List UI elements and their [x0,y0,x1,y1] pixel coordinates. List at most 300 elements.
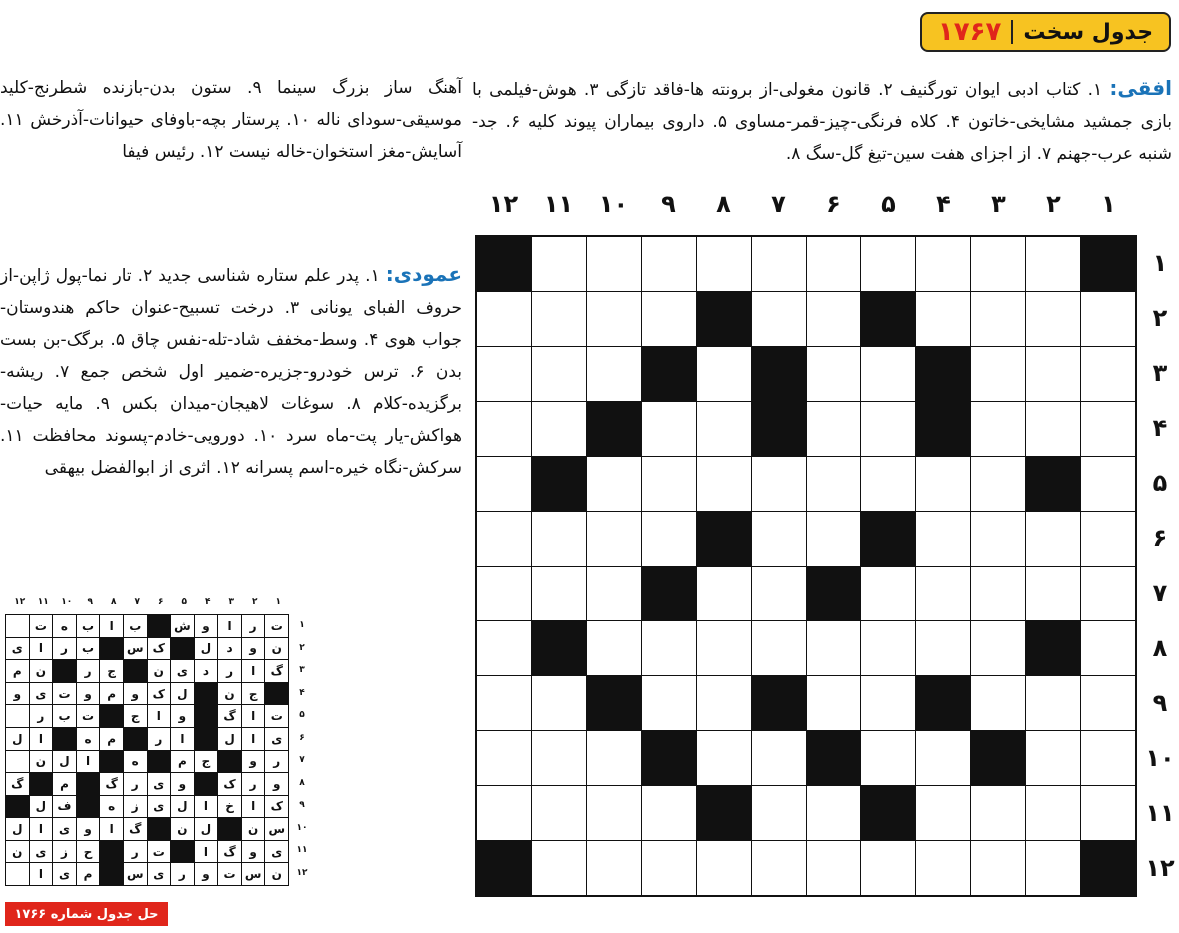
solution-letter-cell [6,751,29,773]
solution-row-number: ۱۱ [296,845,308,855]
solution-letter-cell: ا [100,818,123,840]
empty-cell[interactable] [477,512,531,566]
solution-letter-cell: ب [124,615,147,637]
empty-cell[interactable] [587,621,641,675]
solution-letter-cell: و [242,751,265,773]
across-clues-continued [0,72,462,168]
solution-letter-cell: ر [124,841,147,863]
solution-letter-cell: ر [218,660,241,682]
empty-cell[interactable] [477,457,531,511]
empty-cell[interactable] [807,347,861,401]
solution-black-cell [195,728,218,750]
solution-letter-cell: س [124,638,147,660]
black-cell [1081,841,1135,895]
solution-letter-cell: م [77,863,100,885]
solution-letter-cell: ه [53,615,76,637]
empty-cell[interactable] [752,457,806,511]
crossword-grid[interactable] [475,235,1137,897]
solution-letter-cell: ی [265,728,288,750]
empty-cell[interactable] [587,237,641,291]
empty-cell[interactable] [971,786,1025,840]
solution-letter-cell: و [171,705,194,727]
empty-cell[interactable] [1081,402,1135,456]
solution-letter-cell: م [100,728,123,750]
empty-cell[interactable] [642,841,696,895]
column-number: ۸ [716,190,731,218]
across-heading: افقی: [1109,76,1172,100]
empty-cell[interactable] [697,237,751,291]
solution-letter-cell: ی [6,638,29,660]
empty-cell[interactable] [1081,457,1135,511]
empty-cell[interactable] [752,786,806,840]
solution-letter-cell: ل [218,728,241,750]
across-clues [472,72,1172,170]
empty-cell[interactable] [477,347,531,401]
empty-cell[interactable] [916,621,970,675]
solution-letter-cell: ت [265,615,288,637]
empty-cell[interactable] [697,347,751,401]
empty-cell[interactable] [971,621,1025,675]
solution-letter-cell: ل [171,796,194,818]
empty-cell[interactable] [807,457,861,511]
black-cell [807,567,861,621]
solution-letter-cell: ش [171,615,194,637]
solution-black-cell [195,773,218,795]
solution-letter-cell: گ [265,660,288,682]
solution-letter-cell: ی [265,841,288,863]
down-text: ۱. پدر علم ستاره شناسی جدید ۲. تار نما-پول ژاپن-از حروف الفبای یونانی ۳. درخت تسبیح-عنوان حاکم هندوستان-جواب هوی ۴. وسط-مخفف شاد-تله-نفس چاق ۵. برگک-بن بست بدن ۶. ترس خودرو-جزیره-ضمیر اول شخص جمع ۷. ریشه-برگزیده-کلام ۸. سوغات لاهیجان-میدان بکس ۹. مایه حیات-هواکش-یار پت-ماه سرد ۱۰. دورویی-خادم-پسوند محافظت ۱۱. سرکش-نگاه خیره-اسم پسرانه ۱۲. اثری از ابوالفضل بیهقی [0,266,462,478]
empty-cell[interactable] [861,347,915,401]
solution-column-number: ۵ [181,597,187,607]
empty-cell[interactable] [1081,347,1135,401]
solution-letter-cell: د [195,660,218,682]
empty-cell[interactable] [477,567,531,621]
solution-black-cell [195,705,218,727]
solution-letter-cell: ل [30,796,53,818]
empty-cell[interactable] [477,731,531,785]
empty-cell[interactable] [532,676,586,730]
solution-letter-cell: ر [53,638,76,660]
solution-column-number: ۸ [111,597,117,607]
solution-letter-cell: س [265,818,288,840]
solution-column-number: ۱۰ [61,597,73,607]
solution-letter-cell: ج [124,705,147,727]
solution-letter-cell: ی [30,683,53,705]
solution-letter-cell: ی [148,796,171,818]
solution-row-number: ۲ [299,642,305,653]
empty-cell[interactable] [532,512,586,566]
solution-grid [5,614,289,886]
solution-letter-cell: ا [30,728,53,750]
solution-letter-cell: ک [265,796,288,818]
solution-black-cell [53,660,76,682]
empty-cell[interactable] [587,841,641,895]
empty-cell[interactable] [916,786,970,840]
empty-cell[interactable] [697,841,751,895]
grid-column-numbers [476,190,1136,230]
solution-black-cell [100,841,123,863]
empty-cell[interactable] [642,237,696,291]
empty-cell[interactable] [1026,786,1080,840]
empty-cell[interactable] [532,237,586,291]
solution-label: حل جدول شماره ۱۷۶۶ [5,902,168,926]
empty-cell[interactable] [1026,347,1080,401]
solution-letter-cell: ا [148,705,171,727]
across-text-continued: آهنگ ساز بزرگ سینما ۹. ستون بدن-بازنده شطرنج-کلید موسیقی-سودای ناله ۱۰. پرستار بچه-باوفای حیوانات-آذرخش ۱۱. آسایش-مغز استخوان-خاله نیست ۱۲. رئیس فیفا [0,78,462,162]
solution-letter-cell: م [6,660,29,682]
black-cell [697,512,751,566]
black-cell [916,676,970,730]
solution-letter-cell: ا [195,841,218,863]
empty-cell[interactable] [752,567,806,621]
solution-letter-cell: ن [30,751,53,773]
empty-cell[interactable] [971,457,1025,511]
solution-letter-cell: ه [124,751,147,773]
empty-cell[interactable] [971,567,1025,621]
solution-letter-cell: ز [124,796,147,818]
solution-black-cell [100,705,123,727]
solution-black-cell [6,796,29,818]
solution-letter-cell: ا [77,751,100,773]
black-cell [532,621,586,675]
empty-cell[interactable] [971,676,1025,730]
empty-cell[interactable] [1026,512,1080,566]
solution-letter-cell [6,863,29,885]
solution-letter-cell: ت [265,705,288,727]
empty-cell[interactable] [1026,841,1080,895]
solution-letter-cell: ا [171,728,194,750]
empty-cell[interactable] [642,292,696,346]
black-cell [916,402,970,456]
column-number: ۴ [936,190,951,218]
empty-cell[interactable] [971,347,1025,401]
solution-letter-cell: م [53,773,76,795]
empty-cell[interactable] [807,237,861,291]
column-number: ۵ [881,190,896,218]
empty-cell[interactable] [1026,567,1080,621]
down-heading: عمودی: [385,262,462,286]
solution-letter-cell: ر [30,705,53,727]
solution-black-cell [265,683,288,705]
solution-column-number: ۱ [275,597,281,607]
solution-letter-cell: ن [148,660,171,682]
solution-letter-cell: ف [53,796,76,818]
solution-letter-cell: ت [53,683,76,705]
solution-letter-cell: ج [195,751,218,773]
solution-black-cell [100,638,123,660]
row-number: ۱۰ [1145,744,1175,772]
empty-cell[interactable] [861,841,915,895]
empty-cell[interactable] [1026,402,1080,456]
solution-letter-cell: و [265,773,288,795]
solution-letter-cell: ل [6,728,29,750]
row-number: ۲ [1152,304,1168,332]
solution-letter-cell: ن [265,638,288,660]
solution-letter-cell: ر [265,751,288,773]
empty-cell[interactable] [1026,237,1080,291]
solution-black-cell [195,683,218,705]
solution-letter-cell: ا [218,615,241,637]
solution-letter-cell: گ [218,841,241,863]
solution-letter-cell: ن [171,818,194,840]
empty-cell[interactable] [697,621,751,675]
empty-cell[interactable] [1026,676,1080,730]
empty-cell[interactable] [752,731,806,785]
empty-cell[interactable] [752,621,806,675]
empty-cell[interactable] [532,841,586,895]
empty-cell[interactable] [916,512,970,566]
empty-cell[interactable] [1081,676,1135,730]
solution-black-cell [77,773,100,795]
across-text: ۱. کتاب ادبی ایوان تورگنیف ۲. قانون مغولی-از برونته ها-فاقد تازگی ۳. هوش-فیلمی با بازی جمشید مشایخی-خاتون ۴. کلاه فرنگی-چیز-قمر-مساوی ۵. داروی بیماران پیوند کلیه ۶. جد-شنبه عرب-جهنم ۷. از اجزای هفت سین-تیغ گل-سگ ۸. [472,80,1173,164]
solution-row-number: ۳ [299,665,305,675]
solution-black-cell [148,818,171,840]
solution-letter-cell: ب [77,638,100,660]
solution-row-number: ۱ [299,620,305,630]
solution-letter-cell: ا [100,615,123,637]
empty-cell[interactable] [697,731,751,785]
solution-letter-cell: ا [242,796,265,818]
solution-column-number: ۳ [228,597,234,607]
empty-cell[interactable] [1081,292,1135,346]
empty-cell[interactable] [587,567,641,621]
solution-black-cell [148,751,171,773]
solution-black-cell [171,638,194,660]
empty-cell[interactable] [861,731,915,785]
row-number: ۴ [1152,414,1168,442]
empty-cell[interactable] [532,786,586,840]
empty-cell[interactable] [807,621,861,675]
empty-cell[interactable] [477,786,531,840]
black-cell [642,567,696,621]
empty-cell[interactable] [642,676,696,730]
solution-letter-cell: ب [53,705,76,727]
solution-letter-cell: و [242,638,265,660]
solution-column-number: ۶ [158,597,164,607]
empty-cell[interactable] [971,237,1025,291]
empty-cell[interactable] [532,292,586,346]
empty-cell[interactable] [916,237,970,291]
solution-letter-cell: ت [148,841,171,863]
empty-cell[interactable] [697,567,751,621]
column-number: ۱۱ [543,190,574,218]
empty-cell[interactable] [642,402,696,456]
solution-letter-cell: و [195,615,218,637]
column-number: ۶ [826,190,841,218]
black-cell [807,731,861,785]
grid-row-numbers [1140,236,1179,896]
empty-cell[interactable] [1026,731,1080,785]
empty-cell[interactable] [532,731,586,785]
solution-letter-cell: ت [77,705,100,727]
black-cell [1026,457,1080,511]
column-number: ۷ [771,190,786,218]
black-cell [971,731,1025,785]
empty-cell[interactable] [587,347,641,401]
empty-cell[interactable] [477,621,531,675]
solution-letter-cell: د [218,638,241,660]
black-cell [477,237,531,291]
empty-cell[interactable] [532,567,586,621]
solution-letter-cell: ا [242,728,265,750]
puzzle-title: جدول سخت [1023,19,1154,45]
solution-letter-cell: م [100,683,123,705]
solution-letter-cell: و [195,863,218,885]
solution-letter-cell: ر [242,773,265,795]
black-cell [752,347,806,401]
empty-cell[interactable] [477,676,531,730]
empty-cell[interactable] [807,676,861,730]
solution-letter-cell: و [171,773,194,795]
empty-cell[interactable] [752,237,806,291]
empty-cell[interactable] [752,512,806,566]
solution-letter-cell: ی [148,863,171,885]
solution-black-cell [218,818,241,840]
solution-black-cell [124,660,147,682]
empty-cell[interactable] [587,786,641,840]
solution-letter-cell: س [242,863,265,885]
solution-letter-cell: ز [53,841,76,863]
solution-column-number: ۷ [134,597,140,607]
column-number: ۱ [1101,190,1116,218]
solution-letter-cell: و [77,818,100,840]
empty-cell[interactable] [861,237,915,291]
black-cell [752,402,806,456]
empty-cell[interactable] [916,567,970,621]
empty-cell[interactable] [642,512,696,566]
empty-cell[interactable] [861,676,915,730]
solution-letter-cell: ر [148,728,171,750]
empty-cell[interactable] [532,402,586,456]
empty-cell[interactable] [697,676,751,730]
empty-cell[interactable] [807,786,861,840]
empty-cell[interactable] [532,347,586,401]
empty-cell[interactable] [642,786,696,840]
black-cell [861,292,915,346]
solution-letter-cell: گ [124,818,147,840]
solution-letter-cell: ه [77,728,100,750]
solution-letter-cell: ل [171,683,194,705]
solution-letter-cell: ی [30,841,53,863]
empty-cell[interactable] [861,621,915,675]
solution-letter-cell: ج [100,660,123,682]
solution-letter-cell: ی [53,818,76,840]
black-cell [587,676,641,730]
down-clues [0,258,462,484]
solution-black-cell [53,728,76,750]
empty-cell[interactable] [477,402,531,456]
empty-cell[interactable] [752,841,806,895]
empty-cell[interactable] [916,841,970,895]
empty-cell[interactable] [807,292,861,346]
row-number: ۸ [1152,634,1168,662]
solution-letter-cell: ر [171,863,194,885]
empty-cell[interactable] [1081,731,1135,785]
solution-letter-cell: و [124,683,147,705]
solution-black-cell [77,796,100,818]
solution-row-number: ۵ [299,710,305,720]
empty-cell[interactable] [971,512,1025,566]
solution-column-numbers [5,597,290,611]
empty-cell[interactable] [1081,621,1135,675]
solution-letter-cell: ا [30,818,53,840]
empty-cell[interactable] [916,457,970,511]
solution-letter-cell: ا [30,638,53,660]
column-number: ۱۲ [488,190,519,218]
empty-cell[interactable] [1081,567,1135,621]
empty-cell[interactable] [1026,292,1080,346]
empty-cell[interactable] [587,512,641,566]
puzzle-number: ۱۷۶۷ [937,17,1002,47]
empty-cell[interactable] [807,402,861,456]
empty-cell[interactable] [807,841,861,895]
black-cell [697,786,751,840]
empty-cell[interactable] [807,512,861,566]
empty-cell[interactable] [861,567,915,621]
row-number: ۱ [1152,249,1168,277]
empty-cell[interactable] [697,402,751,456]
empty-cell[interactable] [971,292,1025,346]
empty-cell[interactable] [477,292,531,346]
black-cell [587,402,641,456]
empty-cell[interactable] [916,292,970,346]
empty-cell[interactable] [861,457,915,511]
solution-row-number: ۹ [299,800,305,810]
empty-cell[interactable] [587,292,641,346]
empty-cell[interactable] [1081,512,1135,566]
solution-letter-cell: ن [30,660,53,682]
solution-row-number: ۴ [299,687,305,698]
black-cell [1081,237,1135,291]
solution-letter-cell: و [6,683,29,705]
empty-cell[interactable] [916,731,970,785]
solution-letter-cell: ل [195,638,218,660]
solution-letter-cell: س [124,863,147,885]
empty-cell[interactable] [642,621,696,675]
solution-letter-cell: ر [124,773,147,795]
empty-cell[interactable] [971,402,1025,456]
solution-letter-cell: ه [100,796,123,818]
empty-cell[interactable] [697,457,751,511]
row-number: ۱۲ [1145,854,1175,882]
solution-letter-cell: م [171,751,194,773]
empty-cell[interactable] [861,402,915,456]
empty-cell[interactable] [752,292,806,346]
empty-cell[interactable] [1081,786,1135,840]
solution-letter-cell: ل [53,751,76,773]
solution-column-number: ۱۱ [37,597,49,607]
puzzle-title-badge [920,12,1171,52]
black-cell [642,347,696,401]
solution-black-cell [171,841,194,863]
solution-letter-cell: ب [77,615,100,637]
solution-letter-cell: گ [218,705,241,727]
solution-letter-cell: ت [218,863,241,885]
solution-letter-cell: خ [218,796,241,818]
solution-letter-cell: گ [100,773,123,795]
solution-letter-cell: ا [195,796,218,818]
solution-letter-cell: ن [265,863,288,885]
empty-cell[interactable] [971,841,1025,895]
solution-letter-cell: ا [30,863,53,885]
solution-letter-cell: ن [6,841,29,863]
solution-letter-cell: و [77,683,100,705]
empty-cell[interactable] [587,731,641,785]
empty-cell[interactable] [642,457,696,511]
solution-letter-cell: ا [242,705,265,727]
solution-letter-cell: و [242,841,265,863]
empty-cell[interactable] [587,457,641,511]
